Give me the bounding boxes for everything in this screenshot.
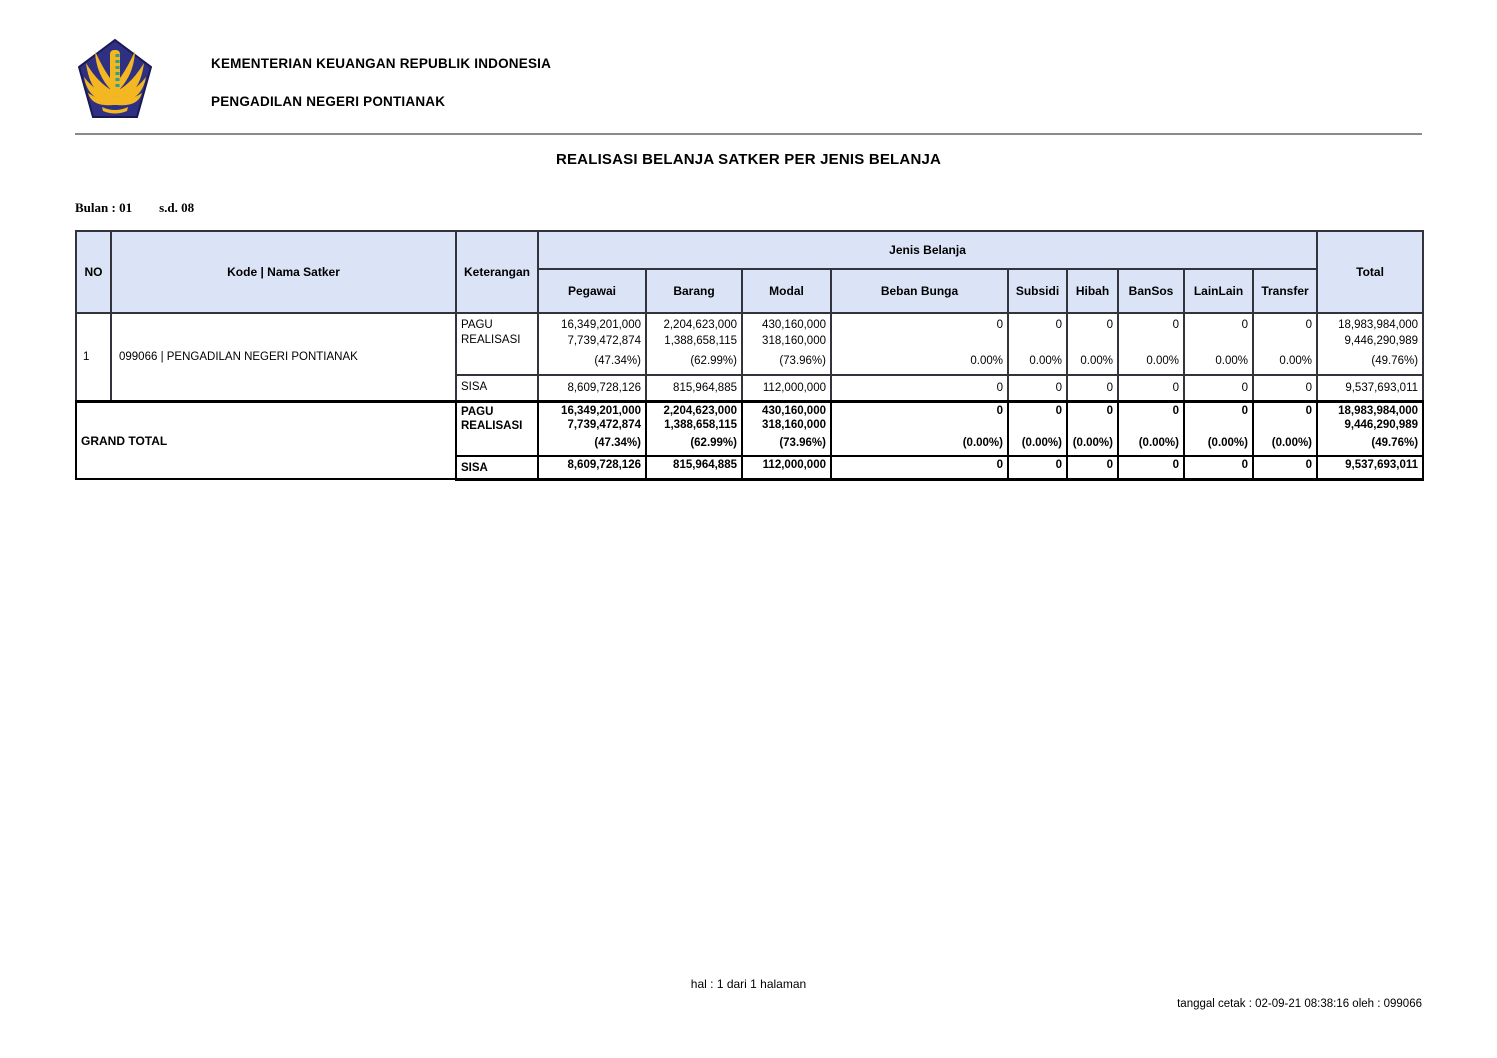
row1-pegawai: 16,349,201,000 7,739,472,874 (47.34%) (538, 313, 646, 375)
row1-total: 18,983,984,000 9,446,290,989 (49.76%) (1317, 313, 1423, 375)
grand-sisa-subsidi: 0 (1008, 456, 1067, 480)
satker-name: PENGADILAN NEGERI PONTIANAK (211, 94, 446, 109)
report-title: REALISASI BELANJA SATKER PER JENIS BELANJA (555, 151, 942, 168)
row1-keterangan-sisa: SISA (456, 375, 538, 402)
grand-sisa-lainlain: 0 (1184, 456, 1253, 480)
realisasi-table (75, 230, 1424, 481)
grand-lainlain: 0 (0.00%) (1184, 402, 1253, 456)
grand-keterangan-pagu: PAGU REALISASI (456, 402, 538, 456)
period-range: s.d. 08 (159, 200, 195, 215)
grand-pegawai: 16,349,201,000 7,739,472,874 (47.34%) (538, 402, 646, 456)
grand-beban-bunga: 0 (0.00%) (831, 402, 1008, 456)
period-label: Bulan : 01 (75, 200, 133, 215)
page-number: hal : 1 dari 1 halaman (690, 977, 807, 991)
row1-sisa-barang: 815,964,885 (646, 375, 742, 402)
row1-sisa-transfer: 0 (1253, 375, 1317, 402)
col-header-pegawai: Pegawai (538, 269, 646, 313)
grand-total: 18,983,984,000 9,446,290,989 (49.76%) (1317, 402, 1423, 456)
row1-sisa-lainlain: 0 (1184, 375, 1253, 402)
grand-modal: 430,160,000 318,160,000 (73.96%) (742, 402, 831, 456)
grand-total-pagu-realisasi (76, 402, 1423, 456)
col-header-kode: Kode | Nama Satker (111, 231, 456, 313)
grand-total-label: GRAND TOTAL (76, 402, 456, 480)
col-header-total: Total (1317, 231, 1423, 313)
grand-transfer: 0 (0.00%) (1253, 402, 1317, 456)
grand-sisa-bansos: 0 (1118, 456, 1184, 480)
row1-sisa-pegawai: 8,609,728,126 (538, 375, 646, 402)
row1-transfer: 0 0.00% (1253, 313, 1317, 375)
grand-sisa-pegawai: 8,609,728,126 (538, 456, 646, 480)
col-header-modal: Modal (742, 269, 831, 313)
col-header-barang: Barang (646, 269, 742, 313)
row1-sisa-hibah: 0 (1067, 375, 1118, 402)
row1-lainlain: 0 0.00% (1184, 313, 1253, 375)
col-header-lainlain: LainLain (1184, 269, 1253, 313)
grand-keterangan-sisa: SISA (456, 456, 538, 480)
row1-satker: 099066 | PENGADILAN NEGERI PONTIANAK (111, 313, 456, 402)
row1-pagu-realisasi (76, 313, 1423, 375)
row1-hibah: 0 0.00% (1067, 313, 1118, 375)
row1-no: 1 (76, 313, 111, 402)
row1-keterangan-pagu: PAGU REALISASI (456, 313, 538, 375)
grand-hibah: 0 (0.00%) (1067, 402, 1118, 456)
grand-sisa-transfer: 0 (1253, 456, 1317, 480)
col-header-transfer: Transfer (1253, 269, 1317, 313)
col-header-hibah: Hibah (1067, 269, 1118, 313)
period-line (75, 200, 194, 216)
grand-barang: 2,204,623,000 1,388,658,115 (62.99%) (646, 402, 742, 456)
org-header (211, 56, 551, 109)
row1-bansos: 0 0.00% (1118, 313, 1184, 375)
row1-sisa-subsidi: 0 (1008, 375, 1067, 402)
row1-modal: 430,160,000 318,160,000 (73.96%) (742, 313, 831, 375)
kemenkeu-logo-icon (78, 38, 152, 120)
header-divider (75, 133, 1422, 135)
row1-subsidi: 0 0.00% (1008, 313, 1067, 375)
row1-sisa-modal: 112,000,000 (742, 375, 831, 402)
print-timestamp: tanggal cetak : 02-09-21 08:38:16 oleh : 099066 (1177, 998, 1422, 1010)
row1-barang: 2,204,623,000 1,388,658,115 (62.99%) (646, 313, 742, 375)
ministry-name: KEMENTERIAN KEUANGAN REPUBLIK INDONESIA (211, 56, 552, 71)
row1-sisa-beban-bunga: 0 (831, 375, 1008, 402)
grand-sisa-modal: 112,000,000 (742, 456, 831, 480)
grand-sisa-total: 9,537,693,011 (1317, 456, 1423, 480)
col-header-subsidi: Subsidi (1008, 269, 1067, 313)
grand-subsidi: 0 (0.00%) (1008, 402, 1067, 456)
grand-sisa-barang: 815,964,885 (646, 456, 742, 480)
col-header-no: NO (76, 231, 111, 313)
col-header-jenis-belanja: Jenis Belanja (538, 231, 1317, 269)
grand-sisa-beban-bunga: 0 (831, 456, 1008, 480)
col-header-keterangan: Keterangan (456, 231, 538, 313)
row1-beban-bunga: 0 0.00% (831, 313, 1008, 375)
col-header-bansos: BanSos (1118, 269, 1184, 313)
grand-bansos: 0 (0.00%) (1118, 402, 1184, 456)
grand-sisa-hibah: 0 (1067, 456, 1118, 480)
row1-sisa-total: 9,537,693,011 (1317, 375, 1423, 402)
row1-sisa-bansos: 0 (1118, 375, 1184, 402)
col-header-beban-bunga: Beban Bunga (831, 269, 1008, 313)
